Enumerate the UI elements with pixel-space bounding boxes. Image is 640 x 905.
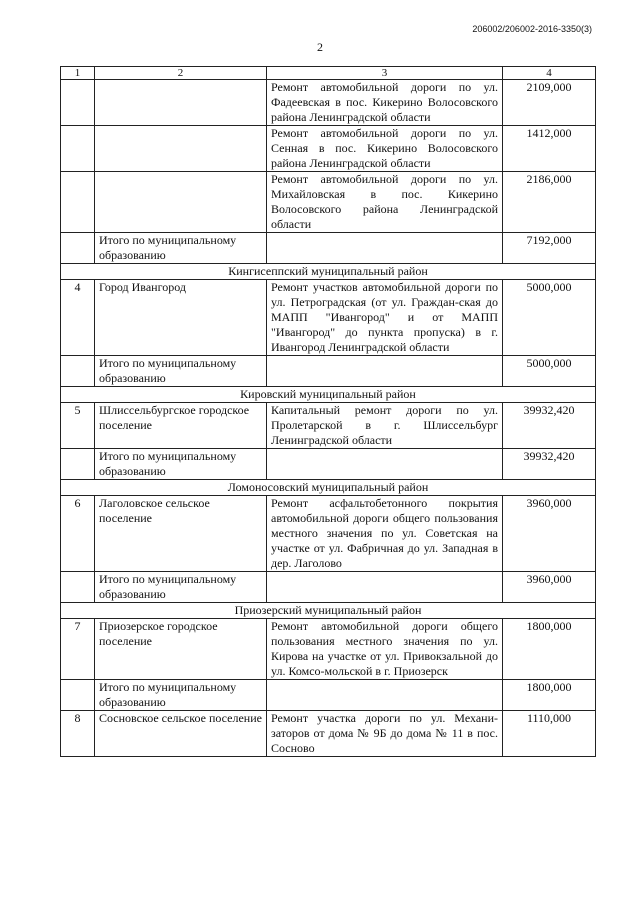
work-description	[267, 449, 503, 480]
work-description: Ремонт автомобильной дороги по ул. Михайловская в пос. Кикерино Волосовского района Ленинградской области	[267, 172, 503, 233]
total-row	[61, 572, 596, 603]
column-number: 3	[267, 67, 503, 80]
column-number: 2	[95, 67, 267, 80]
row-number	[61, 356, 95, 387]
total-amount: 7192,000	[503, 233, 596, 264]
work-description	[267, 572, 503, 603]
amount: 39932,420	[503, 403, 596, 449]
amount: 2186,000	[503, 172, 596, 233]
total-label: Итого по муниципальному образованию	[95, 356, 267, 387]
table-row	[61, 280, 596, 356]
column-number-row	[61, 67, 596, 80]
work-description: Ремонт автомобильной дороги общего пользования местного значения по ул. Кирова на участке от ул. Привокзальной до ул. Комсо-мольской в г. Приозерск	[267, 619, 503, 680]
row-number: 6	[61, 496, 95, 572]
work-description: Ремонт автомобильной дороги по ул. Сенная в пос. Кикерино Волосовского района Ленинградской области	[267, 126, 503, 172]
municipality-name	[95, 172, 267, 233]
amount: 3960,000	[503, 496, 596, 572]
column-number: 1	[61, 67, 95, 80]
work-description: Ремонт асфальтобетонного покрытия автомобильной дороги общего пользования местного значения по ул. Советская на участке от ул. Фабричная до ул. Западная в дер. Лаголово	[267, 496, 503, 572]
document-code: 206002/206002-2016-3350(3)	[472, 24, 592, 34]
row-number: 8	[61, 711, 95, 757]
total-label: Итого по муниципальному образованию	[95, 680, 267, 711]
row-number	[61, 572, 95, 603]
work-description: Капитальный ремонт дороги по ул. Пролетарской в г. Шлиссельбург Ленинградской области	[267, 403, 503, 449]
region-name: Ломоносовский муниципальный район	[61, 480, 596, 496]
row-number	[61, 80, 95, 126]
row-number	[61, 126, 95, 172]
municipality-name: Город Ивангород	[95, 280, 267, 356]
table-row	[61, 711, 596, 757]
funding-table	[60, 66, 596, 757]
row-number: 5	[61, 403, 95, 449]
row-number	[61, 449, 95, 480]
row-number: 4	[61, 280, 95, 356]
total-label: Итого по муниципальному образованию	[95, 449, 267, 480]
table-row	[61, 126, 596, 172]
municipality-name: Лаголовское сельское поселение	[95, 496, 267, 572]
row-number	[61, 680, 95, 711]
table-row	[61, 172, 596, 233]
region-row	[61, 387, 596, 403]
amount: 2109,000	[503, 80, 596, 126]
municipality-name: Приозерское городское поселение	[95, 619, 267, 680]
amount: 1412,000	[503, 126, 596, 172]
total-row	[61, 449, 596, 480]
table-row	[61, 496, 596, 572]
table-row	[61, 80, 596, 126]
amount: 1800,000	[503, 619, 596, 680]
total-amount: 3960,000	[503, 572, 596, 603]
page-number: 2	[317, 40, 323, 54]
work-description	[267, 233, 503, 264]
amount: 5000,000	[503, 280, 596, 356]
total-amount: 1800,000	[503, 680, 596, 711]
region-name: Кировский муниципальный район	[61, 387, 596, 403]
total-row	[61, 233, 596, 264]
region-row	[61, 603, 596, 619]
total-row	[61, 680, 596, 711]
row-number	[61, 172, 95, 233]
work-description	[267, 680, 503, 711]
table-row	[61, 619, 596, 680]
municipality-name	[95, 126, 267, 172]
work-description	[267, 356, 503, 387]
table-row	[61, 403, 596, 449]
region-row	[61, 264, 596, 280]
region-name: Приозерский муниципальный район	[61, 603, 596, 619]
row-number	[61, 233, 95, 264]
total-amount: 39932,420	[503, 449, 596, 480]
work-description: Ремонт автомобильной дороги по ул. Фадеевская в пос. Кикерино Волосовского района Ленинградской области	[267, 80, 503, 126]
total-row	[61, 356, 596, 387]
work-description: Ремонт участков автомобильной дороги по ул. Петроградская (от ул. Граждан-ская до МАПП "Ивангород" и от МАПП "Ивангород" до пункта пропуска) в г. Ивангород Ленинградской области	[267, 280, 503, 356]
total-label: Итого по муниципальному образованию	[95, 572, 267, 603]
region-name: Кингисеппский муниципальный район	[61, 264, 596, 280]
table-body	[61, 80, 596, 757]
total-label: Итого по муниципальному образованию	[95, 233, 267, 264]
municipality-name: Шлиссельбургское городское поселение	[95, 403, 267, 449]
region-row	[61, 480, 596, 496]
column-number: 4	[503, 67, 596, 80]
total-amount: 5000,000	[503, 356, 596, 387]
amount: 1110,000	[503, 711, 596, 757]
municipality-name	[95, 80, 267, 126]
municipality-name: Сосновское сельское поселение	[95, 711, 267, 757]
row-number: 7	[61, 619, 95, 680]
work-description: Ремонт участка дороги по ул. Механи-заторов от дома № 9Б до дома № 11 в пос. Сосново	[267, 711, 503, 757]
